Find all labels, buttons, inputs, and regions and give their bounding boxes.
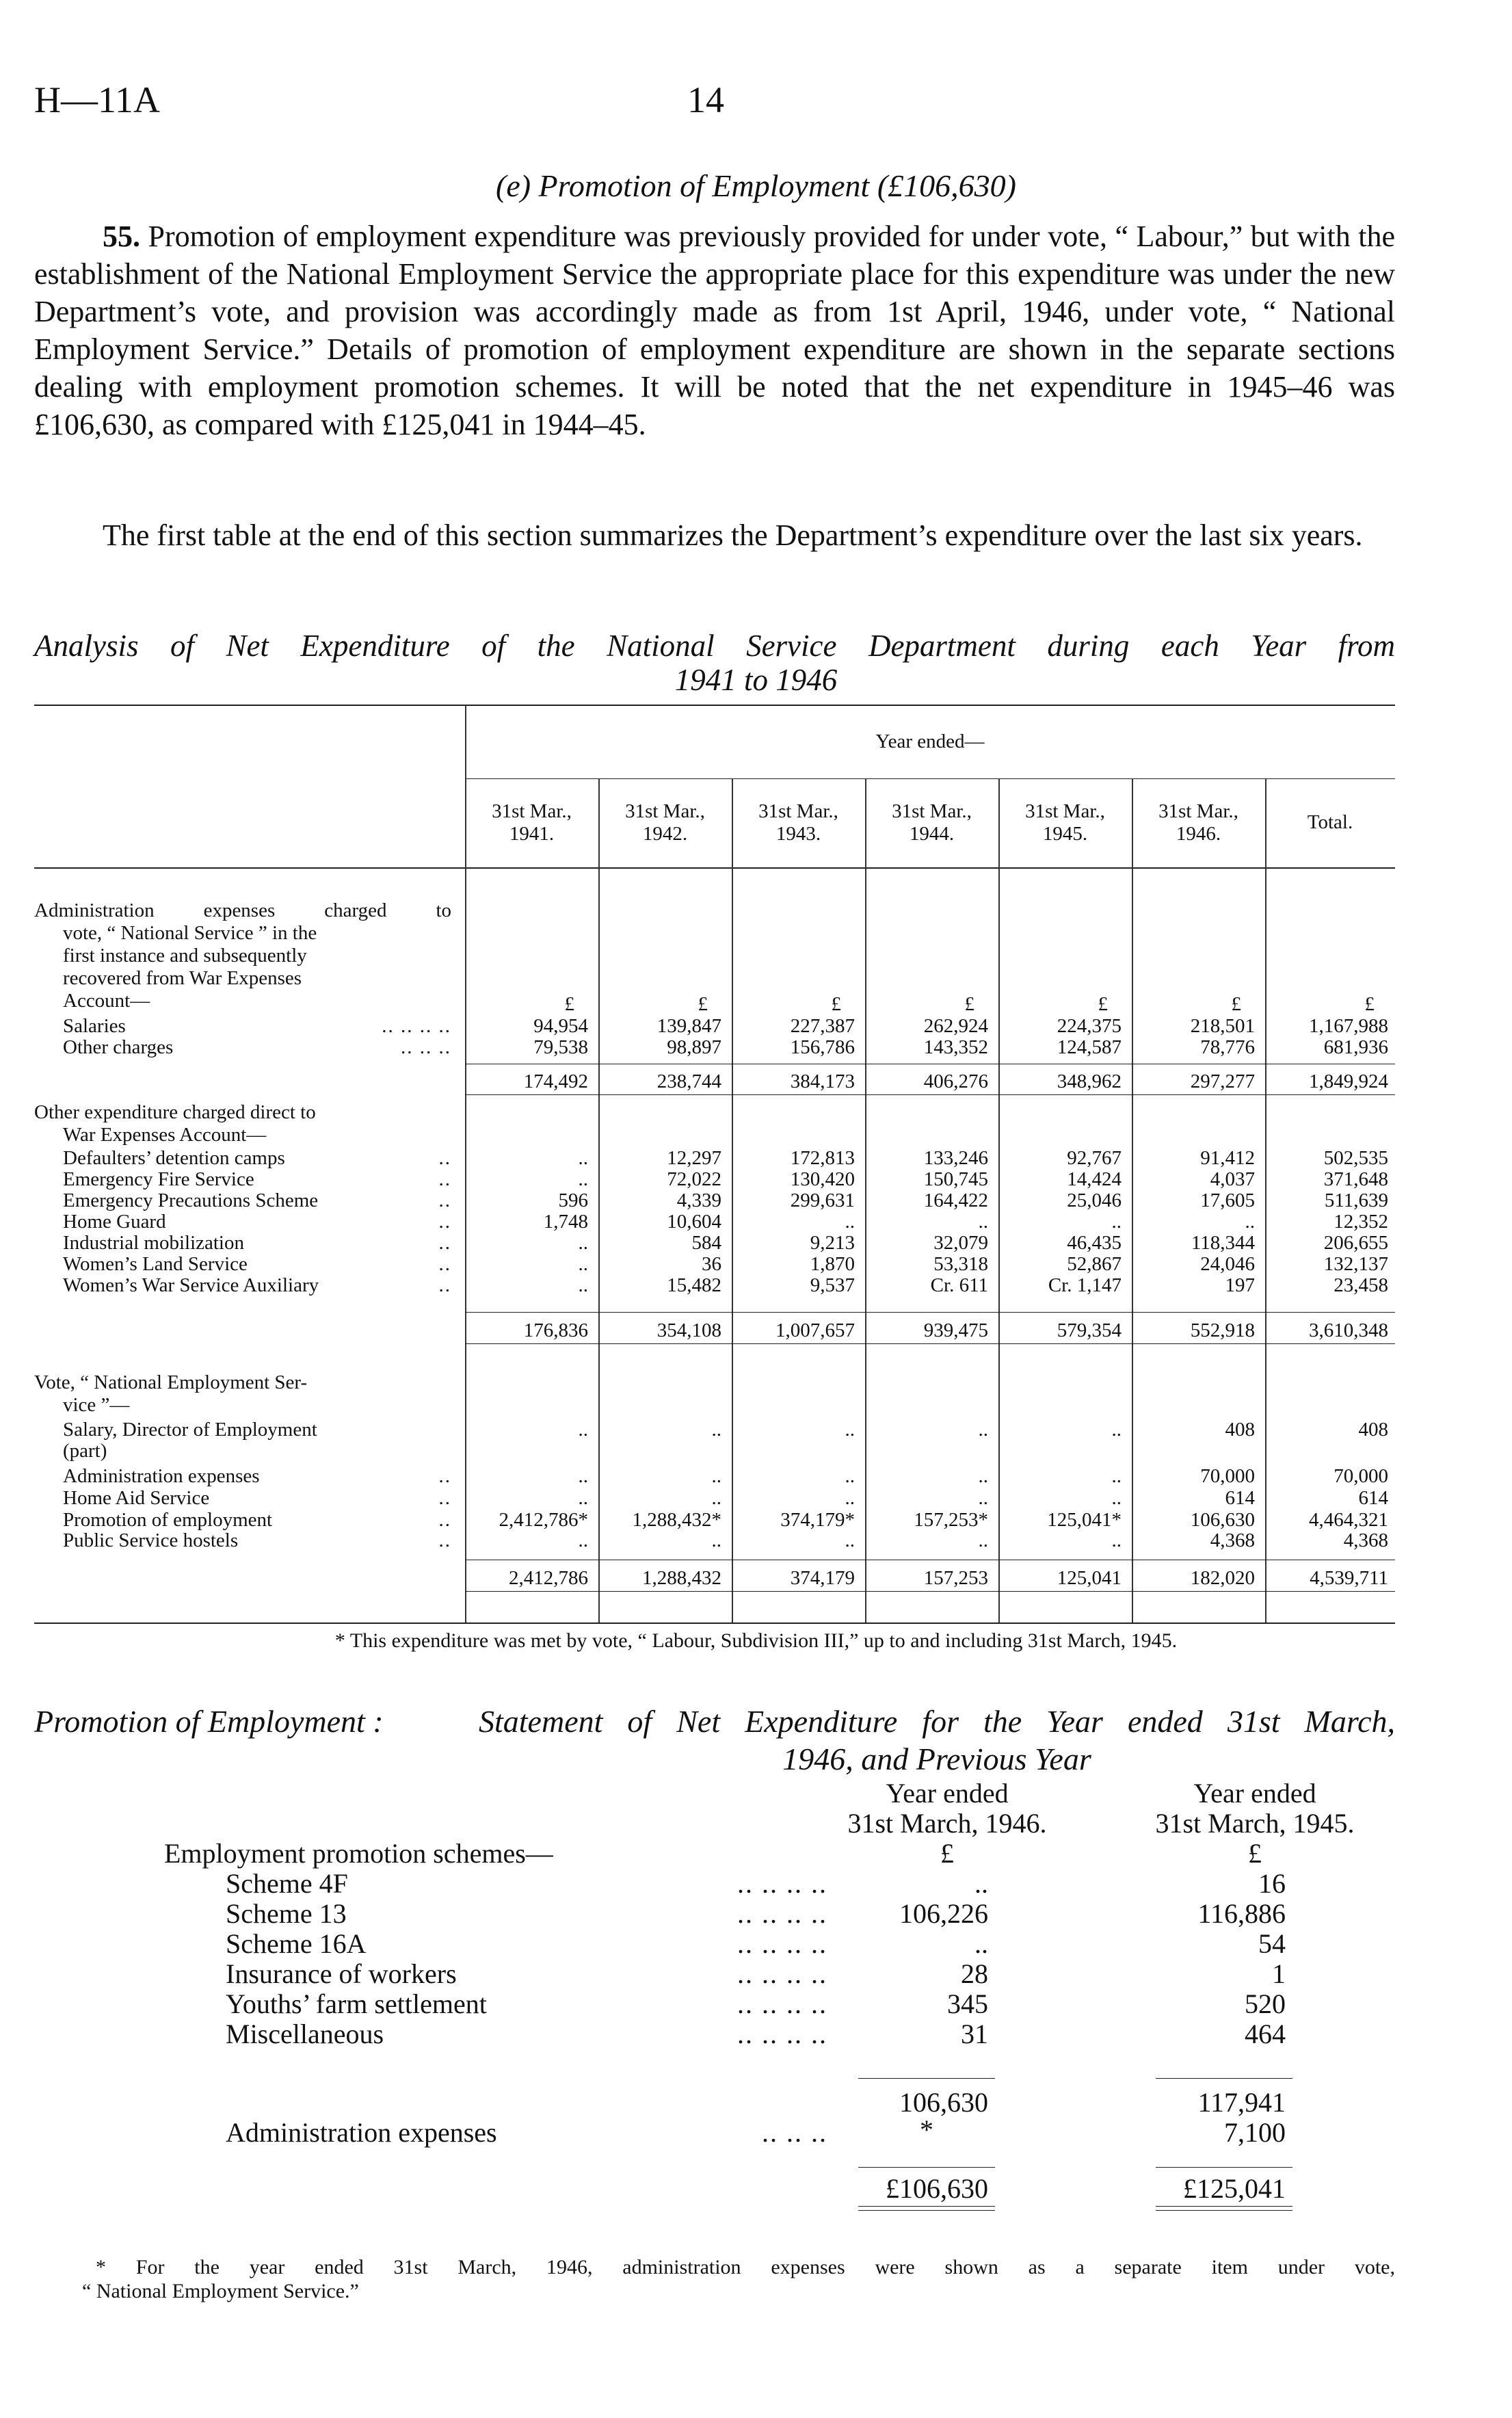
- sec3-row-cell: ..: [711, 1465, 721, 1487]
- sec1-total-cell: 174,492: [523, 1070, 588, 1092]
- t2-value-1946: 106,226: [899, 1898, 988, 1929]
- sec3-row-cell: ..: [1111, 1465, 1122, 1487]
- sec3-row-label: [63, 1509, 451, 1532]
- sec1-heading-cont: vote, “ National Service ” in the first instance and subsequently recovered from War Expenses Account—: [63, 922, 317, 1012]
- sec1-total-cell: 406,276: [923, 1070, 988, 1092]
- sec2-row-cell: 4,339: [676, 1190, 721, 1211]
- sec1-total-cell: 297,277: [1190, 1070, 1255, 1092]
- sec2-row-cell: 36: [702, 1253, 721, 1275]
- sec2-row-cell: 14,424: [1067, 1168, 1122, 1190]
- t2-row-label: [226, 2019, 827, 2049]
- sec2-row-cell: ..: [578, 1147, 588, 1169]
- sec3-total-rule: [465, 1591, 1395, 1592]
- leader-dots: ..: [438, 1509, 451, 1531]
- t2-value-1945: 464: [1245, 2019, 1286, 2049]
- leader-dots: .. .. .. ..: [737, 1928, 827, 1959]
- leader-dots: ..: [438, 1487, 451, 1509]
- table1-title-years: 1941 to 1946: [674, 663, 838, 697]
- sec2-row-label: [63, 1190, 451, 1212]
- col-header-1944: 31st Mar., 1944.: [892, 800, 972, 845]
- sec2-row-cell: 17,605: [1200, 1190, 1255, 1211]
- sec2-row-cell: Cr. 611: [930, 1274, 988, 1296]
- sec2-row-label-text: Home Guard: [63, 1211, 166, 1233]
- para-number: 55.: [103, 220, 140, 253]
- sec1-row-cell: 78,776: [1200, 1036, 1255, 1058]
- sec3-row-cell: ..: [978, 1487, 988, 1509]
- sec3-row-cell: 106,630: [1190, 1509, 1255, 1531]
- sec2-row-cell: 12,297: [667, 1147, 721, 1169]
- sec2-row-cell: ..: [1245, 1211, 1255, 1233]
- sec3-row-cell: ..: [578, 1465, 588, 1487]
- sec1-row-cell: 681,936: [1323, 1036, 1388, 1058]
- sec2-row-cell: 584: [691, 1232, 721, 1254]
- t2-subtotal-1945: 117,941: [1197, 2087, 1286, 2118]
- sec3-row-cell: 408: [1358, 1419, 1388, 1441]
- sec1-total-cell: 384,173: [790, 1070, 855, 1092]
- sec2-row-cell: 132,137: [1323, 1253, 1388, 1275]
- table2-title-left: Promotion of Employment :: [34, 1704, 384, 1739]
- currency-symbol: £: [698, 993, 708, 1015]
- page-number: 14: [687, 79, 724, 120]
- sec3-row-cell: ..: [1111, 1487, 1122, 1509]
- sec3-row-cell: ..: [578, 1487, 588, 1509]
- sec2-row-cell: 24,046: [1200, 1253, 1255, 1275]
- t2-row-label: [226, 1989, 827, 2019]
- leader-dots: ..: [438, 1211, 451, 1233]
- table1-footnote: * This expenditure was met by vote, “ Labour, Subdivision III,” up to and including 31st March, 1945.: [334, 1629, 1178, 1652]
- sec3-row-label: [63, 1529, 451, 1552]
- sec2-heading: Other expenditure charged direct to War Expenses Account—: [34, 1101, 316, 1146]
- sec2-total-cell: 579,354: [1057, 1319, 1122, 1341]
- t2-subtotal-1946: 106,630: [899, 2087, 988, 2118]
- t2-admin-label-text: Administration expenses: [226, 2117, 497, 2148]
- sec3-row-cell: 4,464,321: [1309, 1509, 1388, 1531]
- sec3-row-label: [63, 1487, 451, 1510]
- t2-value-1945: 520: [1245, 1988, 1286, 2019]
- sec2-row-label: [63, 1232, 451, 1254]
- t2-admin-1945: 7,100: [1224, 2117, 1286, 2148]
- sec3-row-cell: 4,368: [1343, 1529, 1388, 1551]
- sec2-row-cell: 197: [1225, 1274, 1255, 1296]
- sec2-row-cell: 130,420: [790, 1168, 855, 1190]
- col-header-1941: 31st Mar., 1941.: [492, 800, 572, 845]
- sec1-row-cell: 218,501: [1190, 1015, 1255, 1037]
- t2-row-label: [226, 1899, 827, 1929]
- sec2-row-label: [63, 1168, 451, 1191]
- leader-dots: .. .. ..: [401, 1036, 451, 1058]
- sec2-row-cell: 206,655: [1323, 1232, 1388, 1254]
- table2-footnote-2: “ National Employment Service.”: [82, 2280, 359, 2302]
- leader-dots: .. .. .. ..: [737, 1988, 827, 2019]
- table2-col-1946: Year ended 31st March, 1946. £: [847, 1778, 1047, 1869]
- sec2-row-cell: ..: [578, 1232, 588, 1254]
- sec3-row-cell: 374,179*: [780, 1509, 855, 1531]
- t2-admin-1946: *: [920, 2114, 933, 2145]
- sec2-total-cell: 3,610,348: [1309, 1319, 1388, 1341]
- sec3-row-cell: ..: [978, 1419, 988, 1441]
- currency-symbol: £: [564, 993, 574, 1015]
- paragraph-summary: The first table at the end of this section summarizes the Department’s expenditure over the last six years.: [103, 518, 1363, 552]
- sec2-row-label: [63, 1147, 451, 1170]
- sec3-row-cell: 614: [1225, 1487, 1255, 1509]
- sec3-row-cell: 125,041*: [1047, 1509, 1122, 1531]
- t2-rule: [1156, 2078, 1292, 2079]
- sec2-row-cell: 92,767: [1067, 1147, 1122, 1169]
- sec3-total-cell: 4,539,711: [1310, 1567, 1388, 1589]
- sec2-row-cell: 299,631: [790, 1190, 855, 1211]
- leader-dots: ..: [438, 1190, 451, 1211]
- leader-dots: .. .. .. ..: [737, 1958, 827, 1989]
- sec2-row-cell: 511,639: [1324, 1190, 1388, 1211]
- sec2-row-label-text: Emergency Precautions Scheme: [63, 1190, 319, 1211]
- sec2-total-cell: 1,007,657: [775, 1319, 855, 1341]
- table2-group-label: Employment promotion schemes—: [164, 1838, 553, 1869]
- sec3-row-cell: ..: [845, 1465, 855, 1487]
- sec3-row-cell: ..: [578, 1529, 588, 1551]
- sec3-total-cell: 1,288,432: [642, 1567, 721, 1589]
- t2-total-1946: £106,630: [886, 2173, 988, 2204]
- sec3-row-label-text: Salary, Director of Employment: [63, 1419, 317, 1441]
- leader-dots: ..: [438, 1253, 451, 1275]
- table1-subheader-rule: [465, 778, 1395, 779]
- sec2-row-cell: 52,867: [1067, 1253, 1122, 1275]
- t2-row-label-text: Insurance of workers: [226, 1958, 457, 1989]
- t2-rule: [1156, 2206, 1292, 2207]
- sec3-row-cell: ..: [845, 1529, 855, 1551]
- sec1-row-cell: 156,786: [790, 1036, 855, 1058]
- t2-rule: [858, 2078, 995, 2079]
- leader-dots: .. .. .. ..: [737, 2019, 827, 2049]
- sec1-total-cell: 348,962: [1057, 1070, 1122, 1092]
- t2-value-1945: 1: [1272, 1958, 1286, 1989]
- currency-symbol: £: [1364, 993, 1375, 1015]
- sec3-row-cell: ..: [711, 1529, 721, 1551]
- col-header-1946: 31st Mar., 1946.: [1158, 800, 1238, 845]
- sec1-row-cell: 143,352: [923, 1036, 988, 1058]
- sec3-row-cell: ..: [578, 1419, 588, 1441]
- sec1-row-label: [63, 1015, 451, 1038]
- para-text: Promotion of employment expenditure was previously provided for under vote, “ Labour,” but with the establishment of the National Employment Service the appropriate place for this expenditure was under the new Department’s vote, and provision was accordingly made as from 1st April, 1946, under vote, “ National Employment Service.” Details of promotion of employment expenditure are shown in the separate sections dealing with employment promotion schemes. It will be noted that the net expenditure in 1945–46 was £106,630, as compared with £125,041 in 1944–45.: [34, 220, 1396, 441]
- t2-rule: [1156, 2167, 1292, 2168]
- t2-value-1945: 54: [1258, 1928, 1286, 1959]
- t2-value-1946: ..: [974, 1928, 988, 1959]
- col-header-total: Total.: [1307, 811, 1353, 833]
- sec2-row-cell: ..: [578, 1253, 588, 1275]
- sec2-row-label-text: Women’s Land Service: [63, 1253, 248, 1275]
- sec2-row-label: [63, 1211, 451, 1233]
- sec2-total-rule: [465, 1343, 1395, 1344]
- sec3-row-cell: 4,368: [1210, 1529, 1255, 1551]
- sec2-row-label-text: Emergency Fire Service: [63, 1168, 254, 1190]
- sec3-row-cell: ..: [978, 1465, 988, 1487]
- leader-dots: .. .. .. ..: [737, 1868, 827, 1899]
- year-ended-header: Year ended—: [875, 731, 985, 752]
- sec2-row-cell: 23,458: [1334, 1274, 1388, 1296]
- sec1-heading: Administration expenses charged to: [34, 899, 451, 921]
- sec3-row-label: [63, 1465, 451, 1488]
- sec1-row-cell: 79,538: [533, 1036, 588, 1058]
- sec2-row-cell: ..: [578, 1274, 588, 1296]
- currency-symbol: £: [1231, 993, 1241, 1015]
- sec3-heading: Vote, “ National Employment Ser- vice ”—: [34, 1371, 308, 1416]
- sec2-row-cell: 118,344: [1191, 1232, 1255, 1254]
- sec2-total-cell: 939,475: [923, 1319, 988, 1341]
- sec2-row-cell: 1,748: [543, 1211, 588, 1233]
- sec2-row-cell: 150,745: [923, 1168, 988, 1190]
- sec2-total-cell: 552,918: [1190, 1319, 1255, 1341]
- report-code: H—11A: [34, 79, 160, 120]
- sec2-row-cell: 164,422: [923, 1190, 988, 1211]
- sec3-row-cell: ..: [1111, 1529, 1122, 1551]
- t2-rule: [858, 2210, 995, 2211]
- sec2-row-cell: 133,246: [923, 1147, 988, 1169]
- sec1-row-cell: 94,954: [533, 1015, 588, 1037]
- sec3-row-cell: 70,000: [1334, 1465, 1388, 1487]
- sec2-row-cell: 371,648: [1323, 1168, 1388, 1190]
- sec2-row-cell: 46,435: [1067, 1232, 1122, 1254]
- sec1-row-cell: 124,587: [1057, 1036, 1122, 1058]
- t2-rule: [858, 2167, 995, 2168]
- sec1-row-label: [63, 1036, 451, 1059]
- sec2-row-cell: ..: [578, 1168, 588, 1190]
- sec2-row-cell: 91,412: [1200, 1147, 1255, 1169]
- leader-dots: .. .. .. ..: [737, 1898, 827, 1929]
- t2-admin-label: [226, 2118, 827, 2148]
- table1-bottom-rule: [34, 1622, 1395, 1624]
- sec3-total-cell: 2,412,786: [509, 1567, 588, 1589]
- col-header-1942: 31st Mar., 1942.: [625, 800, 705, 845]
- t2-value-1946: 28: [961, 1958, 988, 1989]
- table2-col-1945: Year ended 31st March, 1945. £: [1155, 1778, 1355, 1869]
- sec1-total-rule: [465, 1094, 1395, 1095]
- sec2-row-cell: 53,318: [933, 1253, 988, 1275]
- sec3-total-cell: 374,179: [790, 1567, 855, 1589]
- table1-header-rule: [34, 867, 1395, 869]
- t2-rule: [858, 2206, 995, 2207]
- sec3-row-cell: ..: [978, 1529, 988, 1551]
- sec3-row-label: [63, 1419, 451, 1441]
- sec2-row-cell: Cr. 1,147: [1048, 1274, 1122, 1296]
- t2-value-1946: ..: [974, 1868, 988, 1899]
- t2-row-label: [226, 1959, 827, 1989]
- sec1-total-cell: 238,744: [656, 1070, 721, 1092]
- t2-value-1946: 31: [961, 2019, 988, 2049]
- sec2-row-cell: 4,037: [1210, 1168, 1255, 1190]
- sec2-row-cell: ..: [978, 1211, 988, 1233]
- sec1-row-cell: 262,924: [923, 1015, 988, 1037]
- sec3-row-cell: ..: [845, 1487, 855, 1509]
- currency-symbol: £: [964, 993, 974, 1015]
- sec1-row-cell: 1,167,988: [1309, 1015, 1388, 1037]
- leader-dots: ..: [438, 1232, 451, 1254]
- leader-dots: ..: [438, 1274, 451, 1296]
- t2-total-1945: £125,041: [1183, 2173, 1286, 2204]
- sec2-row-cell: ..: [845, 1211, 855, 1233]
- sec3-row-cell: 70,000: [1200, 1465, 1255, 1487]
- sec2-total-cell: 354,108: [656, 1319, 721, 1341]
- t2-rule: [1156, 2210, 1292, 2211]
- table2-title-right: Statement of Net Expenditure for the Year ended 31st March,: [479, 1704, 1395, 1739]
- sec2-row-cell: 596: [558, 1190, 588, 1211]
- sec2-row-cell: 15,482: [667, 1274, 721, 1296]
- sec3-row-label-2: (part): [63, 1440, 107, 1462]
- paragraph-55: [34, 218, 1395, 443]
- sec2-row-cell: 32,079: [933, 1232, 988, 1254]
- sec3-total-cell: 125,041: [1057, 1567, 1122, 1589]
- col-header-1943: 31st Mar., 1943.: [758, 800, 838, 845]
- leader-dots: .. .. ..: [762, 2117, 827, 2148]
- t2-row-label-text: Youths’ farm settlement: [226, 1988, 487, 2019]
- t2-value-1945: 16: [1258, 1868, 1286, 1899]
- sec2-row-cell: ..: [1111, 1211, 1122, 1233]
- t2-row-label-text: Scheme 4F: [226, 1868, 348, 1899]
- col-header-1945: 31st Mar., 1945.: [1025, 800, 1105, 845]
- sec1-row-cell: 139,847: [656, 1015, 721, 1037]
- t2-row-label-text: Scheme 13: [226, 1898, 347, 1929]
- sec3-row-label-text: Administration expenses: [63, 1465, 260, 1487]
- sec3-row-cell: ..: [845, 1419, 855, 1441]
- section-heading: (e) Promotion of Employment (£106,630): [496, 168, 1016, 203]
- sec2-row-label-text: Industrial mobilization: [63, 1232, 244, 1254]
- sec2-row-label: [63, 1274, 451, 1297]
- sec3-row-cell: 1,288,432*: [632, 1509, 721, 1531]
- sec2-total-cell: 176,836: [523, 1319, 588, 1341]
- sec2-row-cell: 9,213: [810, 1232, 855, 1254]
- sec2-row-cell: 25,046: [1067, 1190, 1122, 1211]
- sec3-row-cell: ..: [711, 1487, 721, 1509]
- sec2-row-cell: 9,537: [810, 1274, 855, 1296]
- sec1-row-label-text: Salaries: [63, 1015, 126, 1037]
- sec2-row-cell: 72,022: [667, 1168, 721, 1190]
- sec2-row-label-text: Women’s War Service Auxiliary: [63, 1274, 319, 1296]
- table2-footnote: * For the year ended 31st March, 1946, administration expenses were shown as a separate item under vote,: [96, 2256, 1395, 2278]
- sec3-row-cell: ..: [711, 1419, 721, 1441]
- leader-dots: .. .. .. ..: [382, 1015, 451, 1037]
- currency-symbol: £: [831, 993, 841, 1015]
- sec2-row-cell: 10,604: [667, 1211, 721, 1233]
- table1-top-rule: [34, 705, 1395, 706]
- t2-row-label-text: Scheme 16A: [226, 1928, 367, 1959]
- sec3-row-label-text: Home Aid Service: [63, 1487, 210, 1509]
- sec3-row-cell: ..: [1111, 1419, 1122, 1441]
- sec1-row-label-text: Other charges: [63, 1036, 174, 1058]
- sec3-row-cell: 614: [1358, 1487, 1388, 1509]
- currency-symbol: £: [1098, 993, 1108, 1015]
- sec3-row-cell: 157,253*: [914, 1509, 988, 1531]
- sec2-row-cell: 172,813: [790, 1147, 855, 1169]
- sec3-total-cell: 182,020: [1190, 1567, 1255, 1589]
- sec3-row-label-text: Public Service hostels: [63, 1529, 239, 1551]
- sec2-row-cell: 502,535: [1323, 1147, 1388, 1169]
- sec1-row-cell: 224,375: [1057, 1015, 1122, 1037]
- sec3-total-cell: 157,253: [923, 1567, 988, 1589]
- leader-dots: ..: [438, 1168, 451, 1190]
- table2-title-right-2: 1946, and Previous Year: [782, 1742, 1091, 1776]
- sec1-row-cell: 227,387: [790, 1015, 855, 1037]
- sec2-subtotal-rule: [465, 1312, 1395, 1313]
- t2-row-label-text: Miscellaneous: [226, 2019, 384, 2049]
- leader-dots: ..: [438, 1147, 451, 1169]
- table1-title: Analysis of Net Expenditure of the National Service Department during each Year from: [34, 629, 1395, 663]
- t2-row-label: [226, 1869, 827, 1899]
- sec2-row-cell: 12,352: [1334, 1211, 1388, 1233]
- t2-row-label: [226, 1929, 827, 1959]
- sec3-row-cell: 408: [1225, 1419, 1255, 1441]
- sec1-total-cell: 1,849,924: [1309, 1070, 1388, 1092]
- sec2-row-cell: 1,870: [810, 1253, 855, 1275]
- sec2-row-label: [63, 1253, 451, 1276]
- sec2-row-label-text: Defaulters’ detention camps: [63, 1147, 285, 1169]
- t2-value-1946: 345: [947, 1988, 988, 2019]
- leader-dots: ..: [438, 1529, 451, 1551]
- sec1-row-cell: 98,897: [667, 1036, 721, 1058]
- t2-value-1945: 116,886: [1197, 1898, 1286, 1929]
- leader-dots: ..: [438, 1465, 451, 1487]
- sec3-row-cell: 2,412,786*: [499, 1509, 588, 1531]
- sec3-row-label-text: Promotion of employment: [63, 1509, 273, 1531]
